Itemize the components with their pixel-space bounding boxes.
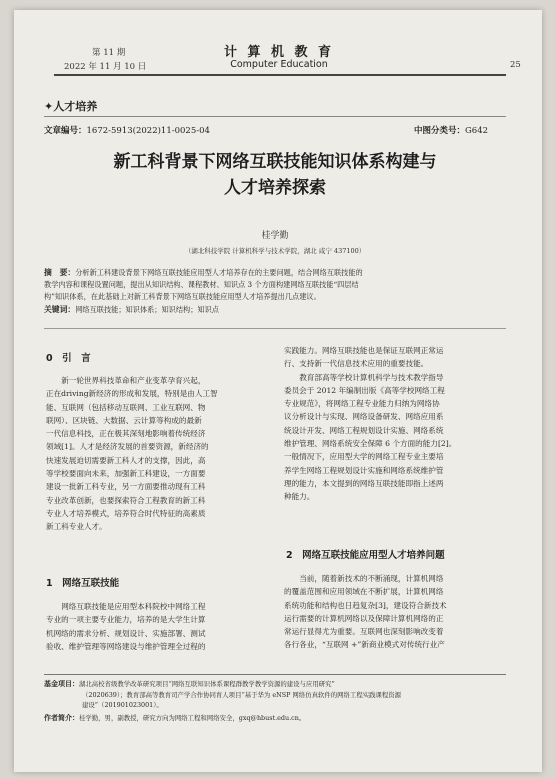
article-number-label: 文章编号： [44, 126, 87, 136]
text-line: 行、支持新一代信息技术应用的重要技能。 [284, 359, 429, 369]
fund-line: 湖北高校省级教学改革研究项目“网络互联知识体系课程群教学教学资源的建设与应用研究” [79, 680, 335, 688]
text-line: 议分析设计与实现、网络设备研发、网络应用系 [284, 412, 444, 422]
abstract-line: 教学内容和课程设置问题，提出从知识结构、课程教材、知识点 3 个方面构建网络互联技能“四层结 [44, 279, 359, 289]
text-line: 快速发展迫切需要新工科人才的支撑，因此，高 [46, 455, 206, 465]
abstract-rule [44, 328, 506, 329]
text-line: 当前，随着新技术的不断涌现，计算机网络 [299, 574, 444, 583]
text-line: 各行各业，“互联网 +”新商业模式对传统行业产 [284, 640, 445, 650]
text-line: 系统功能和结构也日趋复杂[3]，建设符合新技术 [284, 600, 447, 610]
text-line: 运行需要的计算机网络以及保障计算机网络的正 [284, 613, 444, 623]
article-title-line2: 人才培养探索 [224, 178, 326, 198]
text-line: 新一轮世界科技革命和产业变革孕育兴起， [61, 376, 206, 385]
text-line: 专业规范》，将网络工程专业能力归纳为网络协 [284, 399, 440, 409]
author-bio-label: 作者简介： [44, 713, 79, 722]
journal-title-cn: 计 算 机 教 育 [223, 45, 335, 60]
author-bio: 桂学勤，男，副教授，研究方向为网络工程和网络安全，gxq@hbust.edu.cn。 [79, 713, 306, 722]
keywords-label: 关键词： [44, 305, 76, 315]
intro-paragraph [46, 374, 274, 534]
text-line: 等学校要面向未来，加强新工科建设，一方面要 [46, 469, 206, 479]
article-number [44, 124, 210, 136]
text-line: 网络互联技能是应用型本科院校中网络工程 [61, 602, 206, 611]
text-line: 教育部高等学校计算机科学与技术教学指导 [299, 372, 444, 382]
text-line: 一代信息科技，正在极其深刻地影响着传统经济 [46, 429, 206, 439]
keywords-value: 网络互联技能；知识体系；知识结构；知识点 [75, 305, 219, 315]
section-1-paragraph [46, 600, 274, 653]
text-line: 建设一批新工科专业，另一方面要推动现有工科 [46, 482, 206, 492]
fund-line: （2020639）；教育部高等教育司产学合作协同育人项目“基于华为 eNSP 网络仿真软件的网络工程实践课程资源 [82, 690, 402, 699]
author-affiliation: （湖北科技学院 计算机科学与技术学院，湖北 咸宁 437100） [184, 247, 366, 255]
text-line: 维护管理、网络系统安全保障 6 个方面的能力[2]。 [284, 439, 457, 449]
fund-info [44, 679, 508, 723]
section-0-heading: 0 引 言 [46, 353, 91, 364]
author-name: 桂学勤 [261, 231, 289, 241]
fund-line: 建设”（201901023001）。 [82, 701, 163, 709]
text-line: 验收、维护管理等网络建设与维护管理全过程的 [46, 641, 206, 651]
page-number: 25 [510, 60, 521, 70]
issue-number: 第 11 期 [92, 48, 126, 58]
column-rule [44, 116, 506, 117]
text-line: 新工科专业人才。 [46, 522, 107, 532]
text-line: 实践能力。网络互联技能也是保证互联网正常运 [284, 346, 444, 355]
column-label: ✦人才培养 [44, 100, 98, 113]
text-line: 常运行显得尤为重要。互联网也深刻影响改变着 [284, 627, 444, 637]
classification-number [414, 124, 488, 136]
fund-label: 基金项目： [44, 680, 79, 688]
abstract-line: 构”知识体系，在此基础上对新工科背景下网络互联技能应用型人才培养提出几点建议。 [44, 291, 321, 301]
text-line: 专业改革创新，也要探索符合工程教育的新工科 [46, 495, 206, 505]
journal-title-en: Computer Education [230, 59, 328, 70]
abstract [44, 267, 508, 316]
footnote-rule [44, 674, 506, 675]
text-line: 联网）、区块链、大数据、云计算等构成的最新 [46, 415, 202, 425]
right-column-top [284, 344, 508, 504]
abstract-line: 分析新工科建设背景下网络互联技能应用型人才培养存在的主要问题，结合网络互联技能的 [75, 268, 363, 277]
text-line: 专业人才培养模式，培养符合时代特征的高素质 [46, 508, 206, 518]
section-2-heading: 2 网络互联技能应用型人才培养问题 [286, 550, 445, 561]
text-line: 委员会于 2012 年编制出版《高等学校网络工程 [284, 385, 445, 395]
abstract-label: 摘 要： [44, 268, 76, 277]
classification-number-value: G642 [465, 126, 489, 136]
section-1-heading: 1 网络互联技能 [46, 578, 120, 589]
issue-date: 2022 年 11 月 10 日 [64, 62, 147, 72]
section-2-paragraph [284, 572, 508, 652]
article-title-line1: 新工科背景下网络互联技能知识体系构建与 [113, 152, 437, 172]
text-line: 养学生网络工程规划设计实施和网络系统维护管 [284, 465, 444, 475]
text-line: 的覆盖范围和应用领域在不断扩展，计算机网络 [284, 587, 444, 597]
text-line: 统设计开发、网络工程规划设计实施、网络系统 [284, 425, 444, 435]
text-line: 正在driving新经济的形成和发展，特别是由人工智 [46, 389, 218, 399]
article-number-value: 1672-5913(2022)11-0025-04 [86, 126, 210, 136]
classification-number-label: 中图分类号： [414, 126, 466, 136]
header-rule [54, 74, 506, 76]
text-line: 领域[1]。人才是经济发展的首要资源，新经济的 [46, 442, 209, 452]
text-line: 机网络的需求分析、规划设计、实施部署、测试 [46, 628, 206, 638]
text-line: 种能力。 [284, 492, 315, 502]
text-line: 能、互联网（包括移动互联网、工业互联网、物 [46, 402, 206, 412]
text-line: 理的能力，本文提到的网络互联技能即指上述两 [284, 478, 444, 488]
text-line: 专业的一项主要专业能力，培养的是大学生计算 [46, 615, 206, 625]
journal-page [14, 10, 542, 772]
text-line: 一般情况下，应用型大学的网络工程专业主要培 [284, 452, 444, 462]
